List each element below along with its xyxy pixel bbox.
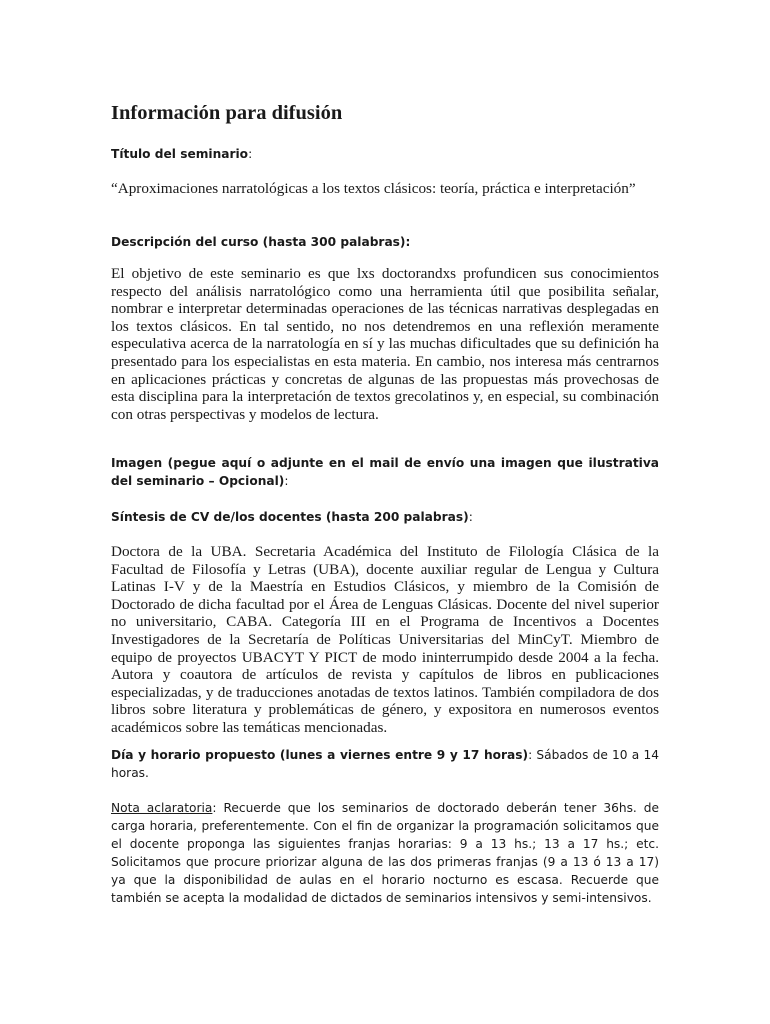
schedule-value: : Sábados de 10 a 14 horas. [111,748,659,780]
course-description-label: Descripción del curso (hasta 300 palabras): [111,235,411,249]
seminar-title-heading [111,145,659,163]
note-text: : Recuerde que los seminarios de doctorado deberán tener 36hs. de carga horaria, preferentemente. Con el fin de organizar la programación solicitamos que el docente proponga las siguientes franjas horarias: 9 a 13 hs.; 13 a 17 hs.; etc. Solicitamos que procure priorizar alguna de las dos primeras franjas (9 a 13 ó 13 a 17) ya que la disponibilidad de aulas en el horario nocturno es escasa. Recuerde que también se acepta la modalidad de dictados de seminarios intensivos y semi-intensivos. [111,801,659,905]
seminar-title-colon: : [248,147,253,161]
schedule-label: Día y horario propuesto (lunes a viernes entre 9 y 17 horas) [111,748,529,762]
cv-colon: : [468,510,473,524]
schedule-paragraph [111,746,659,782]
note-label: Nota aclaratoria [111,801,213,815]
seminar-title-label: Título del seminario [111,147,249,161]
note-paragraph [111,799,659,907]
cv-text: Doctora de la UBA. Secretaria Académica del Instituto de Filología Clásica de la Facultad de Filosofía y Letras (UBA), docente auxiliar regular de Lengua y Cultura Latinas I-V y de la Maestría en Estudios Clásicos, y miembro de la Comisión de Doctorado de dicha facultad por el Área de Lenguas Clásicas. Docente del nivel superior no universitario, CABA. Categoría III en el Programa de Incentivos a Docentes Investigadores de la Secretaría de Políticas Universitarias del MinCyT. Miembro de equipo de proyectos UBACYT Y PICT de modo ininterrumpido desde 2004 a la fecha. Autora y coautora de artículos de revista y capítulos de libros en publicaciones especializadas, y de traducciones anotadas de textos latinos. También compiladora de dos libros sobre literatura y problemáticas de género, y expositora en numerosos eventos académicos sobre las temáticas mencionadas. [111,543,659,736]
page-title: Información para difusión [111,102,343,124]
seminar-title-value: “Aproximaciones narratológicas a los textos clásicos: teoría, práctica e interpretación” [111,180,636,197]
cv-label: Síntesis de CV de/los docentes (hasta 200 palabras) [111,510,469,524]
image-label: Imagen (pegue aquí o adjunte en el mail de envío una imagen que ilustrativa del seminario – Opcional) [111,456,659,488]
image-colon: : [284,474,289,488]
cv-heading [111,508,659,526]
image-heading [111,454,659,490]
course-description-text: El objetivo de este seminario es que lxs doctorandxs profundicen sus conocimientos respecto del análisis narratológico como una herramienta útil que posibilita señalar, nombrar e interpretar determinadas operaciones de las técnicas narrativas desplegadas en los textos clásicos. En tal sentido, no nos detendremos en una reflexión meramente especulativa acerca de la narratología en sí y las muchas dificultades que su definición ha presentado para los especialistas en esta materia. En cambio, nos interesa más centrarnos en aplicaciones prácticas y concretas de algunas de las propuestas más provechosas de esta disciplina para la interpretación de textos grecolatinos y, en especial, su combinación con otras perspectivas y modelos de lectura. [111,265,659,423]
